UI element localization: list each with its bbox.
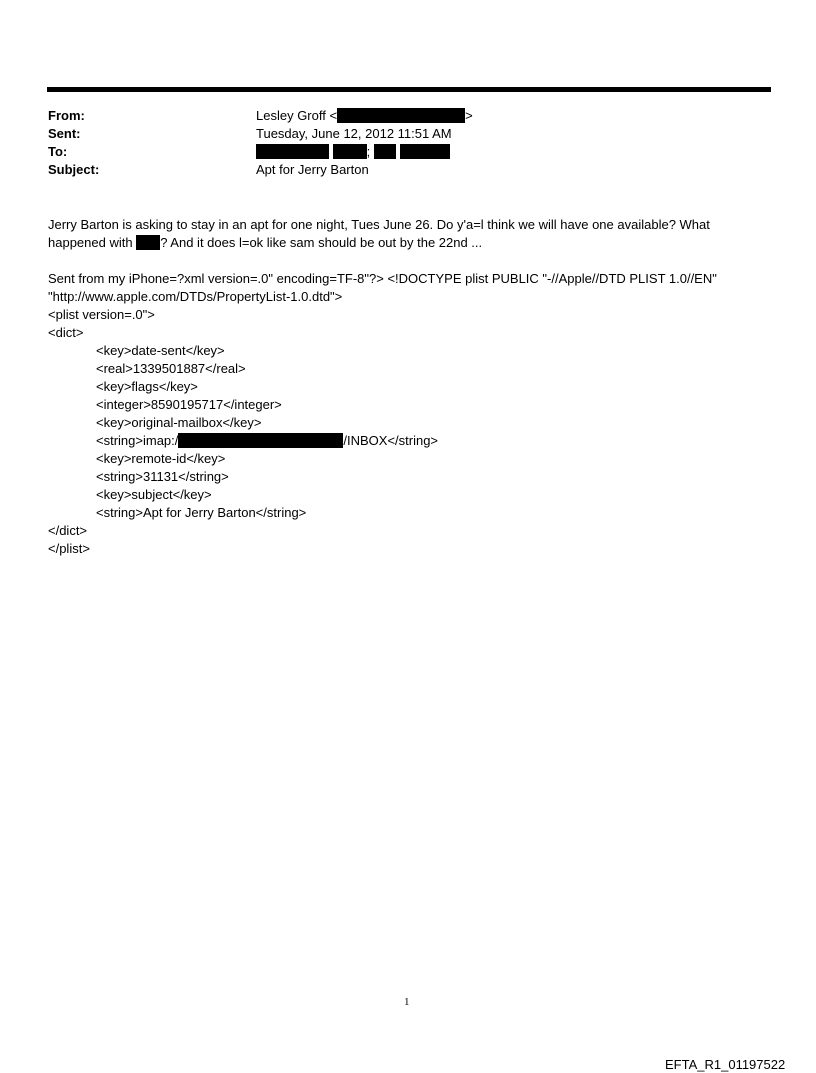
plist-entry: <key>subject</key> [96,487,212,502]
sent-value: Tuesday, June 12, 2012 11:51 AM [256,126,452,141]
dict-open: <dict> [48,325,84,340]
dict-close: </dict> [48,523,88,538]
subject-label: Subject: [48,162,100,177]
plist-close: </plist> [48,541,90,556]
from-name: Lesley Groff < [256,108,338,123]
page-number: 1 [404,996,410,1008]
from-close: > [465,108,473,123]
redaction-box [337,108,465,123]
body-text-fragment: happened with [48,235,137,250]
redaction-box [256,144,329,159]
plist-entry: <string>Apt for Jerry Barton</string> [96,505,307,520]
bates-number: EFTA_R1_01197522 [665,1057,786,1072]
to-value [256,143,450,161]
doctype-url-line: "http://www.apple.com/DTDs/PropertyList-1.0.dtd"> [48,289,343,304]
body-text-fragment: ? And it does l=ok like sam should be out by the 22nd ... [160,235,483,250]
subject-value: Apt for Jerry Barton [256,162,369,177]
body-line [48,234,482,252]
redaction-box [400,144,450,159]
body-text-fragment: <string>imap:/ [96,433,179,448]
plist-entry: <key>date-sent</key> [96,343,225,358]
from-label: From: [48,108,85,123]
plist-entry: <real>1339501887</real> [96,361,246,376]
plist-entry: <key>remote-id</key> [96,451,226,466]
from-value [256,107,473,125]
plist-entry-imap [96,432,438,450]
plist-open: <plist version=.0"> [48,307,155,322]
to-label: To: [48,144,68,159]
plist-entry: <key>flags</key> [96,379,198,394]
redaction-box [178,433,343,448]
redaction-box [136,235,160,250]
redaction-box [374,144,396,159]
plist-entry: <string>31131</string> [96,469,229,484]
body-text-fragment: /INBOX</string> [343,433,439,448]
body-line: Jerry Barton is asking to stay in an apt for one night, Tues June 26. Do y'a=l think we will have one available? What [48,217,710,232]
redaction-box [333,144,367,159]
sent-from-line: Sent from my iPhone=?xml version=.0" encoding=TF-8"?> <!DOCTYPE plist PUBLIC "-//Apple//DTD PLIST 1.0//EN" [48,271,717,286]
plist-entry: <integer>8590195717</integer> [96,397,282,412]
to-separator: ; [366,144,371,159]
header-rule [47,87,771,92]
sent-label: Sent: [48,126,81,141]
plist-entry: <key>original-mailbox</key> [96,415,262,430]
